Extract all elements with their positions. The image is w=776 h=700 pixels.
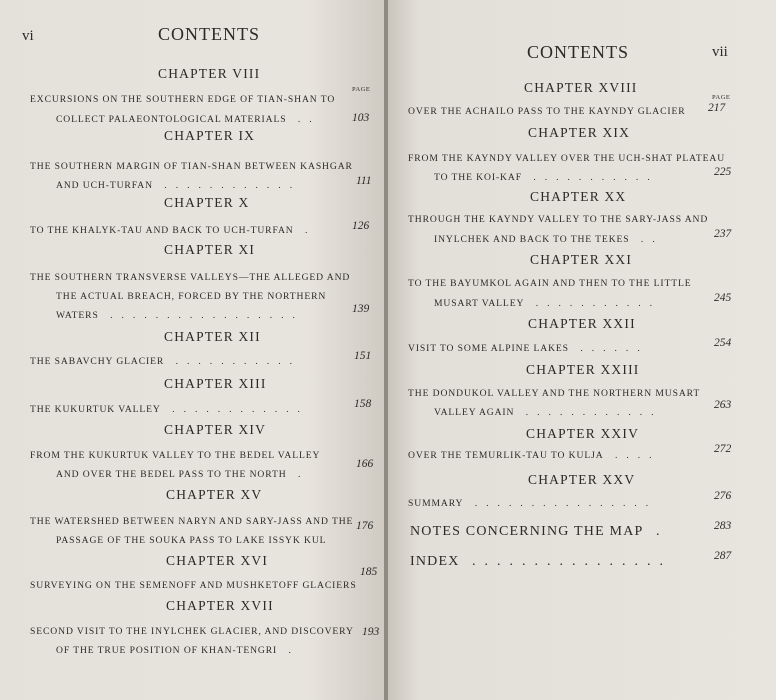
right-chapter-heading: CHAPTER XXIII bbox=[526, 362, 640, 377]
left-page-ref: 111 bbox=[356, 175, 372, 187]
right-chapter-heading: CHAPTER XXIV bbox=[526, 426, 640, 441]
left-entry-text: EXCURSIONS ON THE SOUTHERN EDGE OF TIAN-SHAN TO bbox=[30, 94, 336, 105]
left-entry-line bbox=[56, 176, 301, 196]
right-entry-line bbox=[434, 403, 663, 423]
left-entry-line bbox=[56, 110, 321, 130]
right-entry-text: TO THE KOI-KAF bbox=[434, 172, 522, 183]
right-page-label: PAGE bbox=[712, 94, 731, 101]
left-page-ref: 166 bbox=[356, 458, 374, 470]
left-entry-text: PASSAGE OF THE SOUKA PASS TO LAKE ISSYK KUL bbox=[56, 535, 327, 546]
left-entry-line bbox=[30, 622, 354, 642]
right-page-ref: 276 bbox=[714, 490, 732, 502]
left-entry-text: THE WATERSHED BETWEEN NARYN AND SARY-JASS AND THE bbox=[30, 516, 354, 527]
right-leader-dots: ...... bbox=[568, 343, 649, 354]
left-entry-line bbox=[56, 465, 309, 485]
left-entry-line bbox=[30, 512, 353, 532]
right-leader-dots: ............ bbox=[514, 407, 663, 418]
left-entry-text: OF THE TRUE POSITION OF KHAN-TENGRI bbox=[56, 645, 278, 656]
right-page-ref: 287 bbox=[714, 550, 732, 562]
right-entry-text: THE DONDUKOL VALLEY AND THE NORTHERN MUSART bbox=[408, 388, 701, 399]
left-page-ref: 151 bbox=[354, 350, 372, 362]
left-entry-line bbox=[56, 306, 304, 326]
right-chapter-heading: CHAPTER XIX bbox=[528, 125, 631, 140]
right-entry-line bbox=[408, 339, 649, 359]
left-chapter-heading: CHAPTER IX bbox=[164, 128, 256, 143]
right-entry-line bbox=[408, 494, 657, 514]
left-entry-line bbox=[30, 90, 335, 110]
right-entry-text: TO THE BAYUMKOL AGAIN AND THEN TO THE LITTLE bbox=[408, 278, 692, 289]
left-entry-line bbox=[30, 221, 316, 241]
right-page-number: vii bbox=[712, 44, 728, 60]
left-page-label: PAGE bbox=[352, 86, 371, 93]
right-page-ref: 263 bbox=[714, 399, 732, 411]
right-entry-text: VALLEY AGAIN bbox=[434, 407, 515, 418]
left-running-head: CONTENTS bbox=[158, 24, 260, 44]
right-chapter-heading: CHAPTER XX bbox=[530, 189, 627, 204]
right-entry-text: INYLCHEK AND BACK TO THE TEKES bbox=[434, 234, 630, 245]
right-entry-line bbox=[434, 168, 659, 188]
left-entry-text: THE SOUTHERN MARGIN OF TIAN-SHAN BETWEEN KASHGAR bbox=[30, 161, 353, 172]
left-page-ref: 176 bbox=[356, 520, 374, 532]
right-page-ref: 272 bbox=[714, 443, 732, 455]
right-entry-text: VISIT TO SOME ALPINE LAKES bbox=[408, 343, 569, 354]
left-entry-text: AND UCH-TURFAN bbox=[56, 180, 153, 191]
left-leader-dots: . bbox=[286, 469, 310, 480]
right-entry-text: OVER THE TEMURLIK-TAU TO KULJA bbox=[408, 450, 604, 461]
left-entry-line bbox=[30, 400, 309, 420]
right-page-ref: 245 bbox=[714, 292, 732, 304]
left-entry-text: SECOND VISIT TO THE INYLCHEK GLACIER, AND DISCOVERY bbox=[30, 626, 354, 637]
right-leader-dots: .. bbox=[629, 234, 664, 245]
right-entry-text: THROUGH THE KAYNDY VALLEY TO THE SARY-JASS AND bbox=[408, 214, 709, 225]
left-leader-dots: ................. bbox=[98, 310, 304, 321]
left-entry-text: TO THE KHALYK-TAU AND BACK TO UCH-TURFAN bbox=[30, 225, 294, 236]
right-chapter-heading: CHAPTER XXV bbox=[528, 472, 636, 487]
left-entry-line bbox=[30, 446, 320, 466]
left-page-ref: 185 bbox=[360, 566, 378, 578]
right-entry-line bbox=[408, 149, 725, 169]
right-leader-dots: .... bbox=[603, 450, 661, 461]
right-entry-text: FROM THE KAYNDY VALLEY OVER THE UCH-SHAT PLATEAU bbox=[408, 153, 726, 164]
right-entry-text: SUMMARY bbox=[408, 498, 464, 509]
right-page-ref: 283 bbox=[714, 520, 732, 532]
right-entry-line bbox=[434, 294, 661, 314]
left-entry-text: THE SABAVCHY GLACIER bbox=[30, 356, 165, 367]
left-entry-line bbox=[56, 641, 300, 661]
left-chapter-heading: CHAPTER XIII bbox=[164, 376, 267, 391]
right-leader-dots: ........... bbox=[524, 298, 662, 309]
left-chapter-heading: CHAPTER XII bbox=[164, 329, 261, 344]
left-page-number: vi bbox=[22, 28, 34, 44]
left-entry-line bbox=[30, 352, 301, 372]
left-entry-text: FROM THE KUKURTUK VALLEY TO THE BEDEL VALLEY bbox=[30, 450, 321, 461]
right-entry-line bbox=[434, 230, 664, 250]
right-running-head: CONTENTS bbox=[527, 42, 629, 62]
left-entry-text: AND OVER THE BEDEL PASS TO THE NORTH bbox=[56, 469, 287, 480]
left-page-ref: 158 bbox=[354, 398, 372, 410]
right-extra-label: NOTES CONCERNING THE MAP bbox=[410, 524, 644, 539]
left-leader-dots: ............ bbox=[160, 404, 309, 415]
left-chapter-heading: CHAPTER XIV bbox=[164, 422, 267, 437]
left-leader-dots: . bbox=[293, 225, 317, 236]
right-page-ref: 254 bbox=[714, 337, 732, 349]
left-leader-dots: .. bbox=[286, 114, 321, 125]
right-entry-line bbox=[408, 102, 686, 122]
right-entry-text: OVER THE ACHAILO PASS TO THE KAYNDY GLACIER bbox=[408, 106, 686, 117]
left-chapter-heading: CHAPTER XI bbox=[164, 242, 256, 257]
right-page-ref: 237 bbox=[714, 228, 732, 240]
right-extra-entry bbox=[410, 554, 672, 570]
left-entry-text: THE SOUTHERN TRANSVERSE VALLEYS—THE ALLEGED AND bbox=[30, 272, 351, 283]
right-chapter-heading: CHAPTER XVIII bbox=[524, 80, 638, 95]
right-entry-line bbox=[408, 274, 692, 294]
left-chapter-heading: CHAPTER X bbox=[164, 195, 250, 210]
right-leader-dots: ................ bbox=[459, 554, 673, 569]
left-entry-text: THE KUKURTUK VALLEY bbox=[30, 404, 161, 415]
right-extra-entry bbox=[410, 524, 669, 540]
left-entry-text: COLLECT PALAEONTOLOGICAL MATERIALS bbox=[56, 114, 287, 125]
right-entry-text: MUSART VALLEY bbox=[434, 298, 525, 309]
left-entry-line bbox=[56, 531, 326, 551]
right-entry-line bbox=[408, 210, 708, 230]
right-leader-dots: ................ bbox=[463, 498, 658, 509]
right-chapter-heading: CHAPTER XXI bbox=[530, 252, 633, 267]
left-entry-line bbox=[30, 157, 353, 177]
left-page-ref: 103 bbox=[352, 112, 370, 124]
left-page-ref: 193 bbox=[362, 626, 380, 638]
left-leader-dots: . bbox=[277, 645, 300, 656]
left-page-ref: 139 bbox=[352, 303, 370, 315]
left-entry-text: WATERS bbox=[56, 310, 99, 321]
left-entry-line bbox=[56, 287, 326, 307]
right-entry-line bbox=[408, 384, 700, 404]
left-entry-line bbox=[30, 268, 350, 288]
left-chapter-heading: CHAPTER XV bbox=[166, 487, 263, 502]
right-extra-label: INDEX bbox=[410, 554, 460, 569]
left-page-ref: 126 bbox=[352, 220, 370, 232]
right-chapter-heading: CHAPTER XXII bbox=[528, 316, 636, 331]
left-chapter-heading: CHAPTER XVII bbox=[166, 598, 274, 613]
left-entry-line bbox=[30, 576, 357, 596]
left-entry-text: THE ACTUAL BREACH, FORCED BY THE NORTHERN bbox=[56, 291, 327, 302]
left-entry-text: SURVEYING ON THE SEMENOFF AND MUSHKETOFF GLACIERS bbox=[30, 580, 357, 591]
left-leader-dots: ........... bbox=[164, 356, 301, 367]
left-chapter-heading: CHAPTER VIII bbox=[158, 66, 261, 81]
left-chapter-heading: CHAPTER XVI bbox=[166, 553, 269, 568]
right-entry-line bbox=[408, 446, 661, 466]
right-page-ref: 217 bbox=[708, 102, 726, 114]
left-leader-dots: ............ bbox=[152, 180, 302, 191]
right-leader-dots: ........... bbox=[521, 172, 659, 183]
right-page-ref: 225 bbox=[714, 166, 732, 178]
right-leader-dots: . bbox=[643, 524, 669, 539]
